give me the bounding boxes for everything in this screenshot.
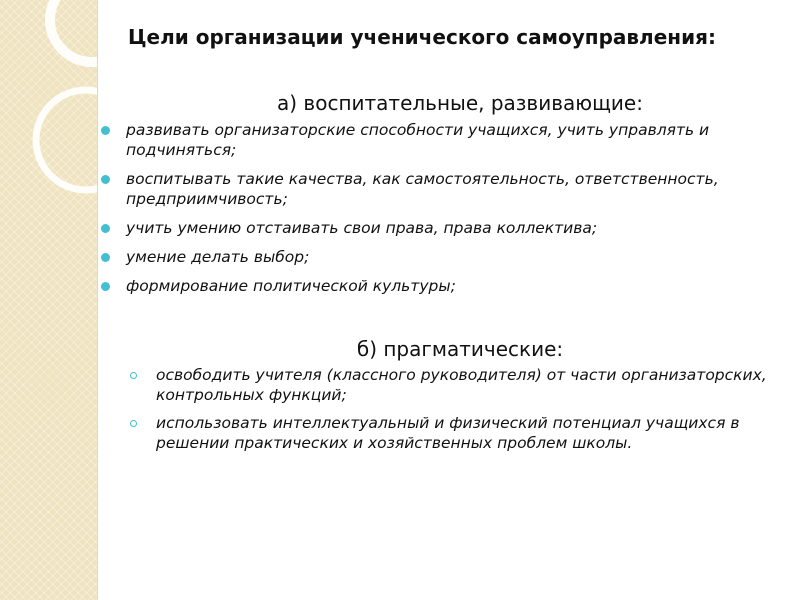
section-a-list	[100, 120, 790, 305]
bullet-icon	[101, 175, 110, 184]
decorative-sidebar	[0, 0, 98, 600]
bullet-icon	[101, 126, 110, 135]
list-item	[100, 247, 790, 267]
list-item	[100, 218, 790, 238]
list-item	[130, 413, 795, 453]
list-item-text: освободить учителя (классного руководителя) от части организаторских, контрольных функций;	[156, 366, 767, 404]
ring-bullet-icon	[130, 420, 137, 427]
list-item-text: умение делать выбор;	[126, 248, 310, 266]
slide-title: Цели организации ученического самоуправления:	[128, 25, 716, 49]
section-b-list	[130, 365, 795, 461]
section-a-heading: а) воспитательные, развивающие:	[277, 91, 643, 115]
list-item-text: формирование политической культуры;	[126, 277, 456, 295]
slide-content	[100, 0, 800, 600]
bullet-icon	[101, 253, 110, 262]
list-item	[100, 120, 790, 160]
list-item	[100, 276, 790, 296]
list-item	[100, 169, 790, 209]
list-item-text: развивать организаторские способности учащихся, учить управлять и подчиняться;	[126, 121, 710, 159]
list-item-text: учить умению отстаивать свои права, права коллектива;	[126, 219, 598, 237]
bullet-icon	[101, 282, 110, 291]
section-b-heading: б) прагматические:	[356, 337, 564, 361]
sidebar-circles-decoration	[0, 0, 97, 600]
list-item	[130, 365, 795, 405]
ring-bullet-icon	[130, 372, 137, 379]
bullet-icon	[101, 224, 110, 233]
list-item-text: воспитывать такие качества, как самостоятельность, ответственность, предприимчивость;	[126, 170, 719, 208]
list-item-text: использовать интеллектуальный и физический потенциал учащихся в решении практических и хозяйственных проблем школы.	[156, 414, 740, 452]
